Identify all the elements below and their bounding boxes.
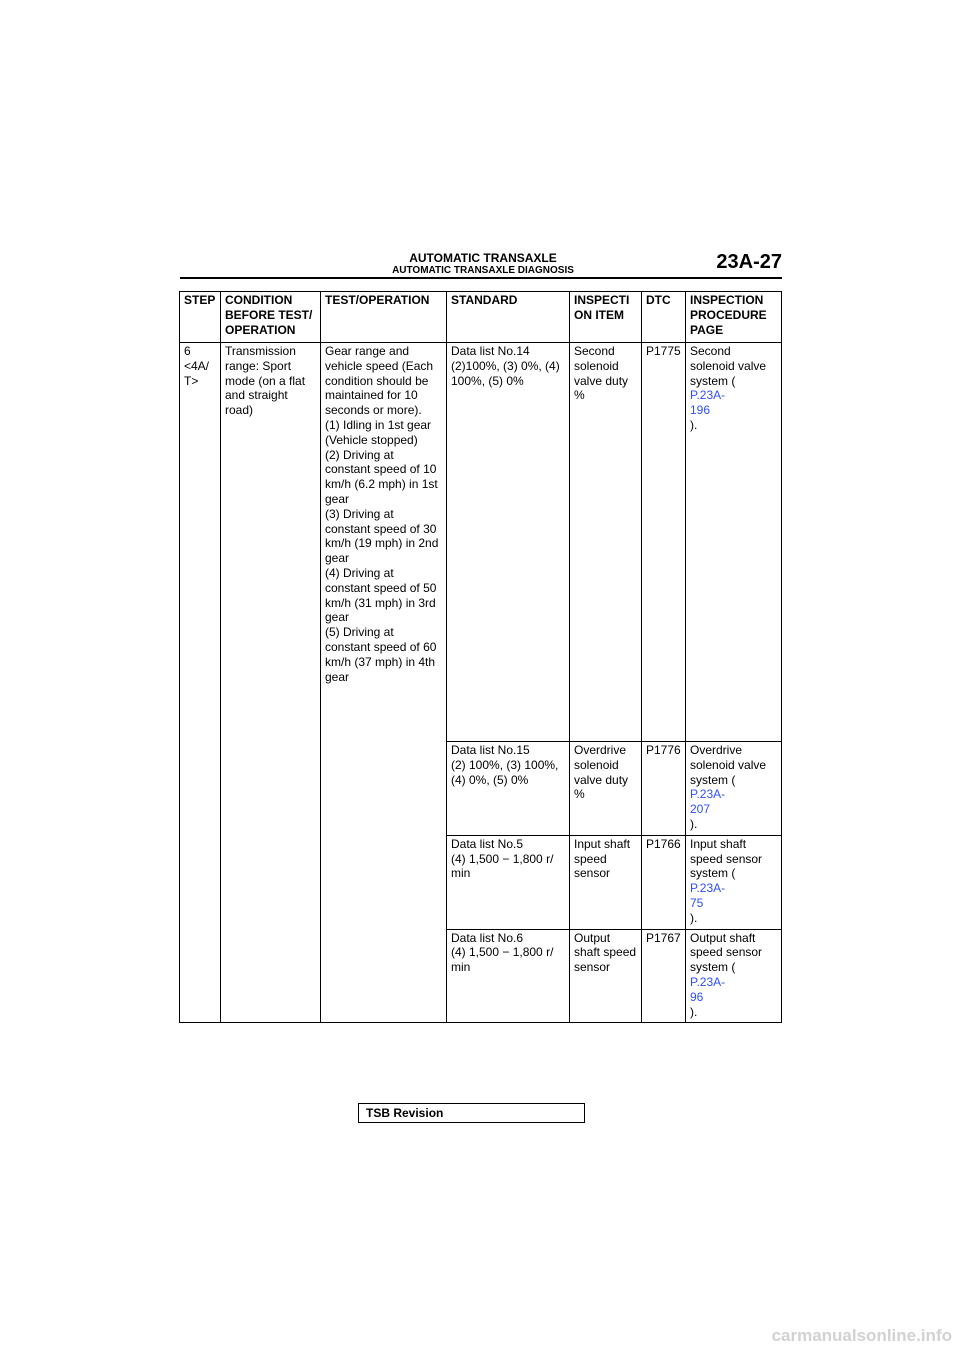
watermark: carmanualsonline.info <box>771 1326 952 1345</box>
cell-inspection-item: Input shaft speed sensor <box>570 835 642 929</box>
cell-dtc: P1766 <box>642 835 686 929</box>
page-link[interactable]: P.23A- <box>690 787 726 802</box>
cell-standard: Data list No.15 (2) 100%, (3) 100%, (4) 0%, (5) 0% <box>447 742 570 836</box>
table-header-row <box>180 292 782 343</box>
cell-procedure: Input shaft speed sensor system ( P.23A- 75 ). <box>686 835 782 929</box>
page-link[interactable]: 207 <box>690 802 711 817</box>
cell-standard: Data list No.6 (4) 1,500 − 1,800 r/ min <box>447 929 570 1023</box>
page-number: 23A-27 <box>716 251 782 273</box>
header-procedure-page: INSPECTION PROCEDURE PAGE <box>686 292 782 343</box>
cell-procedure: Overdrive solenoid valve system ( P.23A- 207 ). <box>686 742 782 836</box>
page-link[interactable]: 196 <box>690 403 711 418</box>
header-inspection-item: INSPECTI ON ITEM <box>570 292 642 343</box>
cell-inspection-item: Output shaft speed sensor <box>570 929 642 1023</box>
cell-condition: Transmission range: Sport mode (on a flat and straight road) <box>221 343 321 1023</box>
cell-dtc: P1775 <box>642 343 686 742</box>
cell-procedure: Second solenoid valve system ( P.23A- 196 ). <box>686 343 782 742</box>
cell-inspection-item: Second solenoid valve duty % <box>570 343 642 742</box>
section-title: AUTOMATIC TRANSAXLE <box>409 251 557 265</box>
page-link[interactable]: 75 <box>690 895 704 910</box>
cell-dtc: P1767 <box>642 929 686 1023</box>
page-link[interactable]: 96 <box>690 989 704 1004</box>
diagnosis-table <box>179 291 782 1023</box>
cell-procedure: Output shaft speed sensor system ( P.23A- 96 ). <box>686 929 782 1023</box>
cell-dtc: P1776 <box>642 742 686 836</box>
header-condition: CONDITION BEFORE TEST/ OPERATION <box>221 292 321 343</box>
page-link[interactable]: P.23A- <box>690 974 726 989</box>
header-rule <box>180 277 782 279</box>
cell-test-operation: Gear range and vehicle speed (Each condition should be maintained for 10 seconds or more). (1) Idling in 1st gear (Vehicle stopped) (2) Driving at constant speed of 10 km/h (6.2 mph) in 1st gear (3) Driving at constant speed of 30 km/h (19 mph) in 2nd gear (4) Driving at constant speed of 50 km/h (31 mph) in 3rd gear (5) Driving at constant speed of 60 km/h (37 mph) in 4th gear <box>321 343 447 1023</box>
cell-step: 6 <4A/ T> <box>180 343 221 1023</box>
tsb-revision-box: TSB Revision <box>358 1103 585 1123</box>
header-test-operation: TEST/OPERATION <box>321 292 447 343</box>
table-row <box>180 343 782 742</box>
header-step: STEP <box>180 292 221 343</box>
cell-standard: Data list No.5 (4) 1,500 − 1,800 r/ min <box>447 835 570 929</box>
page-link[interactable]: P.23A- <box>690 388 726 403</box>
cell-inspection-item: Overdrive solenoid valve duty % <box>570 742 642 836</box>
page-link[interactable]: P.23A- <box>690 881 726 896</box>
cell-standard: Data list No.14 (2)100%, (3) 0%, (4) 100%, (5) 0% <box>447 343 570 742</box>
header-standard: STANDARD <box>447 292 570 343</box>
section-subtitle: AUTOMATIC TRANSAXLE DIAGNOSIS <box>392 265 574 276</box>
header-dtc: DTC <box>642 292 686 343</box>
